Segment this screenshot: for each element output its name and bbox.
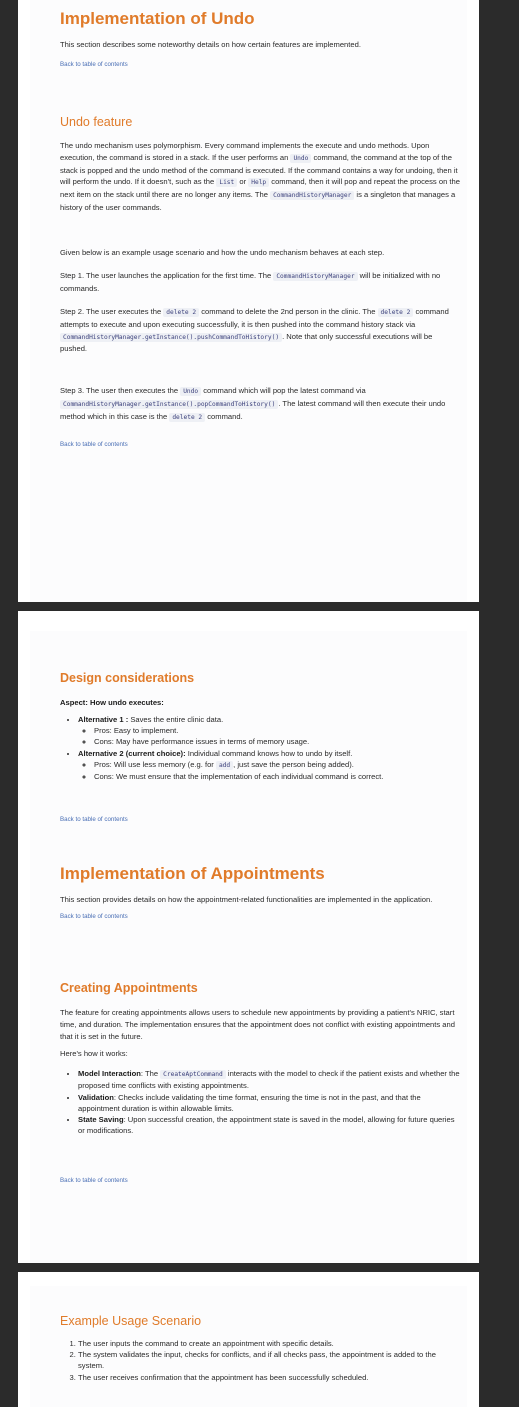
back-to-toc-link[interactable]: Back to table of contents <box>60 441 128 448</box>
page-body <box>30 0 467 602</box>
alternative-2: • Alternative 2 (current choice): Individual command knows how to undo by itself. ◦ Pros: Will use less memory (e.g. for add , just save the person being added). ◦ Cons: We must ensure that the implementation of each individual command is correct. <box>78 748 460 783</box>
undo-step-1: Step 1. The user launches the application for the first time. The CommandHistoryManager will be initialized with no commands. <box>60 271 441 293</box>
document-page-3 <box>18 1272 479 1407</box>
scenario-steps-list <box>60 1338 460 1383</box>
creating-appointments-title: Creating Appointments <box>60 981 198 995</box>
document-page-1 <box>18 0 479 602</box>
aspect-heading: Aspect: How undo executes: <box>60 698 164 707</box>
scenario-step: 1. The user inputs the command to create an appointment with specific details. <box>78 1338 460 1349</box>
how-it-works: Here's how it works: <box>60 1049 128 1059</box>
page-body <box>30 631 467 1263</box>
alt2-pro: ◦ Pros: Will use less memory (e.g. for add , just save the person being added). <box>94 759 460 771</box>
list-code: List <box>216 178 237 187</box>
undo-intro: This section describes some noteworthy details on how certain features are implemented. <box>60 40 361 49</box>
undo-code: Undo <box>290 154 311 163</box>
undo-para-1: The undo mechanism uses polymorphism. Every command implements the execute and undo methods. Upon execution, the command is stored in a stack. If the user performs an Undo command, the command at the top of the stack is popped and the undo method of the command is executed. If the command contains a way for undoing, then it will perform the undo. If it doesn't, such as the List or Help command, then it will pop and repeat the process on the next item on the stack until there are no longer any items. The CommandHistoryManager is a singleton that manages a history of the user commands. <box>60 141 460 212</box>
alt2-con: ◦ Cons: We must ensure that the implementation of each individual command is correct. <box>94 771 460 782</box>
design-considerations-title: Design considerations <box>60 671 195 685</box>
back-to-toc-link[interactable]: Back to table of contents <box>60 816 128 823</box>
example-usage-title: Example Usage Scenario <box>60 1314 202 1328</box>
undo-para-2: Given below is an example usage scenario and how the undo mechanism behaves at each step. <box>60 248 385 257</box>
appointments-intro: This section provides details on how the appointment-related functionalities are implemented in the application. <box>60 895 433 904</box>
state-saving-item: • State Saving: Upon successful creation, the appointment state is saved in the model, allowing for future queries or modifications. <box>78 1114 460 1136</box>
alternatives-list <box>60 714 460 782</box>
back-to-toc-link[interactable]: Back to table of contents <box>60 912 128 920</box>
scenario-step: 3. The user receives confirmation that the appointment has been successfully scheduled. <box>78 1372 460 1383</box>
appointments-section-title: Implementation of Appointments <box>60 864 325 883</box>
undo-section-title: Implementation of Undo <box>60 9 255 28</box>
alt1-pro: ◦ Pros: Easy to implement. <box>94 725 460 736</box>
document-page-2 <box>18 611 479 1263</box>
appointment-features-list <box>60 1068 460 1136</box>
alt1-con: ◦ Cons: May have performance issues in terms of memory usage. <box>94 736 460 747</box>
model-interaction-item: • Model Interaction: The CreateAptCommand interacts with the model to check if the patient exists and whether the proposed time conflicts with existing appointments. <box>78 1068 460 1091</box>
creating-appointments-para: The feature for creating appointments allows users to schedule new appointments by providing a patient's NRIC, start time, and duration. The implementation ensures that the appointment does not conflict with existing appointments and that it is set in the future. <box>60 1008 455 1041</box>
page-body <box>30 1286 467 1407</box>
history-manager-code: CommandHistoryManager <box>270 191 354 200</box>
undo-feature-title: Undo feature <box>60 115 133 129</box>
help-code: Help <box>248 178 269 187</box>
back-to-toc-link[interactable]: Back to table of contents <box>60 1177 128 1184</box>
undo-step-3: Step 3. The user then executes the Undo command which will pop the latest command via CommandHistoryManager.getInstance().popCommandToHistory() . The latest command will then execute their undo method which in this case is the delete 2 command. <box>60 386 446 421</box>
back-to-toc-link[interactable]: Back to table of contents <box>60 60 128 68</box>
alternative-1: • Alternative 1 : Saves the entire clinic data. ◦ Pros: Easy to implement. ◦ Cons: May have performance issues in terms of memory usage. <box>78 714 460 748</box>
undo-step-2: Step 2. The user executes the delete 2 command to delete the 2nd person in the clinic. The delete 2 command attempts to execute and upon executing successfully, it is then pushed into the command history stack via CommandHistoryManager.getInstance().pushCommandToHistory() . Note that only successful executions will be pushed. <box>60 307 449 354</box>
validation-item: • Validation: Checks include validating the time format, ensuring the time is not in the past, and that the appointment duration is within allowable limits. <box>78 1092 460 1114</box>
scenario-step: 2. The system validates the input, checks for conflicts, and if all checks pass, the appointment is added to the system. <box>78 1349 460 1371</box>
